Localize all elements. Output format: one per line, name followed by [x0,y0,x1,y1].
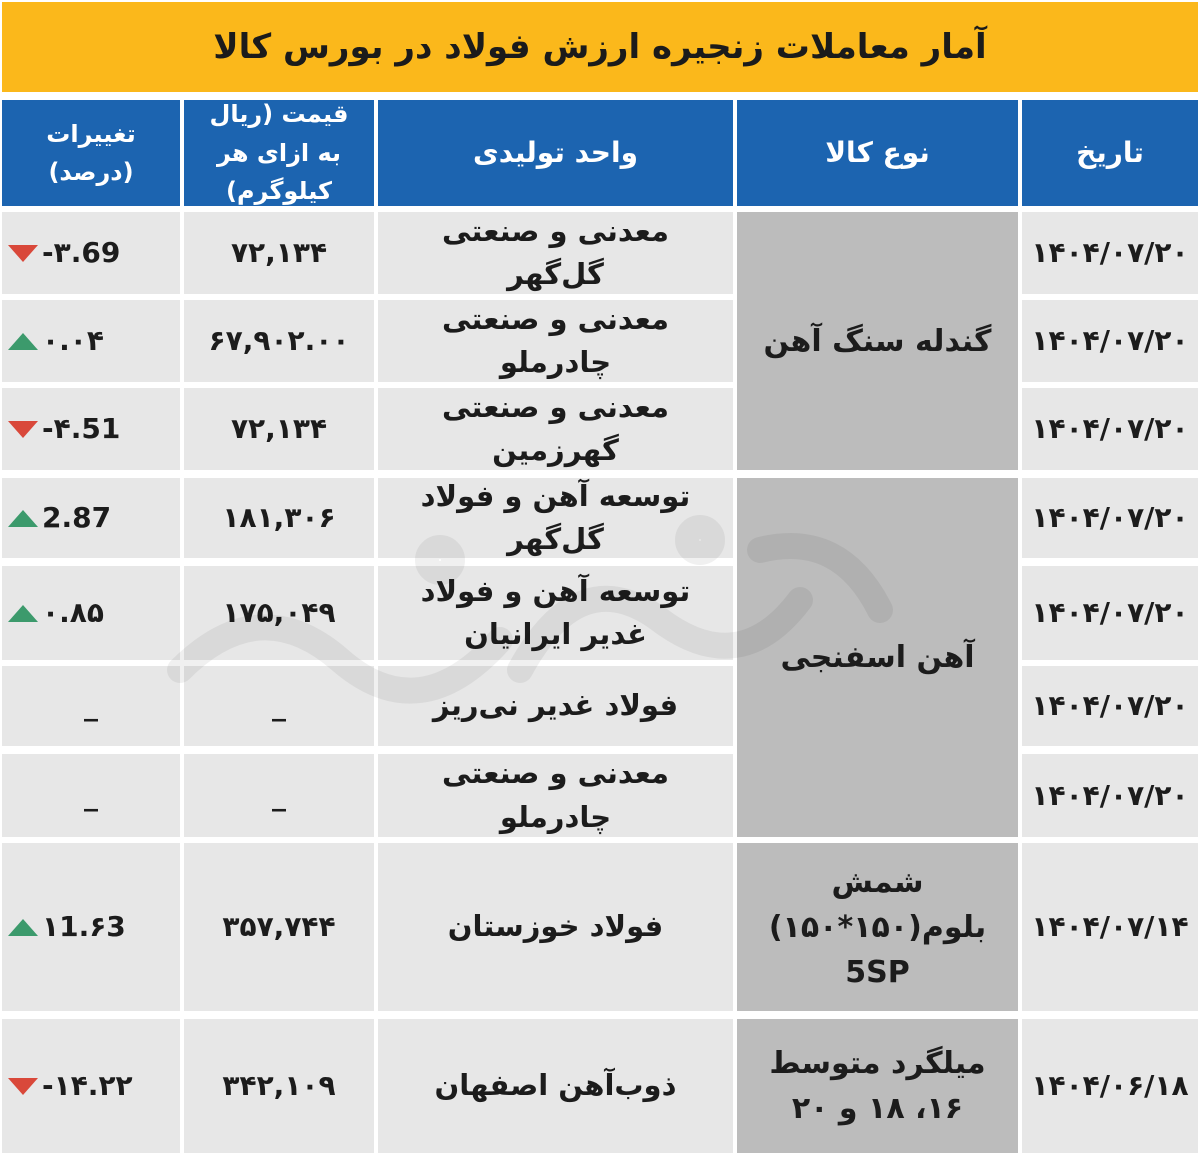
row-date: ۱۴۰۴/۰۷/۲۰ [1022,212,1198,294]
header-producer: واحد تولیدی [378,100,733,206]
row-producer: معدنی و صنعتی چادرملو [378,754,733,837]
row-price: ۳۴۲,۱۰۹ [184,1019,374,1153]
row-price: ۱۷۵,۰۴۹ [184,566,374,660]
row-change-value: -۴.51 [42,412,121,445]
row-change-value: -۳.69 [42,236,121,269]
row-price: ۱۸۱,۳۰۶ [184,478,374,558]
row-change-value: ۱1.۶3 [42,910,126,943]
trend-down-icon [8,1078,38,1095]
commodity-group-rebar: میلگرد متوسط ۱۶، ۱۸ و ۲۰ [737,1019,1018,1153]
row-price: ۷۲,۱۳۴ [184,388,374,470]
row-date: ۱۴۰۴/۰۶/۱۸ [1022,1019,1198,1153]
row-price: ۶۷,۹۰۲.۰۰ [184,300,374,382]
commodity-group-sponge-iron: آهن اسفنجی [737,478,1018,837]
header-price: قیمت (ریال به ازای هر کیلوگرم) [184,100,374,206]
row-producer: فولاد غدیر نی‌ریز [378,666,733,746]
row-date: ۱۴۰۴/۰۷/۲۰ [1022,478,1198,558]
row-producer: ذوب‌آهن اصفهان [378,1019,733,1153]
row-change [2,1019,180,1153]
row-change-value: _ [84,689,98,722]
row-date: ۱۴۰۴/۰۷/۲۰ [1022,300,1198,382]
header-date: تاریخ [1022,100,1198,206]
row-producer: توسعه آهن و فولاد غدیر ایرانیان [378,566,733,660]
row-change-value: -۱۴.۲۲ [42,1069,133,1102]
commodity-group-iron-ore-pellet: گندله سنگ آهن [737,212,1018,470]
row-date: ۱۴۰۴/۰۷/۲۰ [1022,388,1198,470]
trend-up-icon [8,919,38,936]
row-producer: فولاد خوزستان [378,843,733,1011]
header-commodity: نوع کالا [737,100,1018,206]
commodity-group-bloom-billet: شمش بلوم(۱۵۰*۱۵۰) 5SP [737,843,1018,1011]
trend-up-icon [8,510,38,527]
row-change [2,566,180,660]
row-change [2,388,180,470]
header-change: تغییرات (درصد) [2,100,180,206]
row-change-value: 2.87 [42,501,112,534]
row-price: ۷۲,۱۳۴ [184,212,374,294]
row-producer: معدنی و صنعتی گهرزمین [378,388,733,470]
row-change [2,300,180,382]
row-date: ۱۴۰۴/۰۷/۲۰ [1022,566,1198,660]
row-change [2,478,180,558]
row-change [2,754,180,837]
row-date: ۱۴۰۴/۰۷/۲۰ [1022,754,1198,837]
trend-up-icon [8,605,38,622]
row-change-value: ۰.۰۴ [42,324,104,357]
row-date: ۱۴۰۴/۰۷/۱۴ [1022,843,1198,1011]
row-price: _ [184,754,374,837]
row-change [2,212,180,294]
row-change [2,843,180,1011]
row-price: _ [184,666,374,746]
row-change [2,666,180,746]
row-producer: توسعه آهن و فولاد گل‌گهر [378,478,733,558]
table-title: آمار معاملات زنجیره ارزش فولاد در بورس کالا [2,2,1198,92]
row-date: ۱۴۰۴/۰۷/۲۰ [1022,666,1198,746]
trend-down-icon [8,245,38,262]
trend-up-icon [8,333,38,350]
trend-down-icon [8,421,38,438]
row-producer: معدنی و صنعتی گل‌گهر [378,212,733,294]
row-change-value: ۰.۸۵ [42,596,104,629]
row-producer: معدنی و صنعتی چادرملو [378,300,733,382]
row-price: ۳۵۷,۷۴۴ [184,843,374,1011]
row-change-value: _ [84,778,98,812]
